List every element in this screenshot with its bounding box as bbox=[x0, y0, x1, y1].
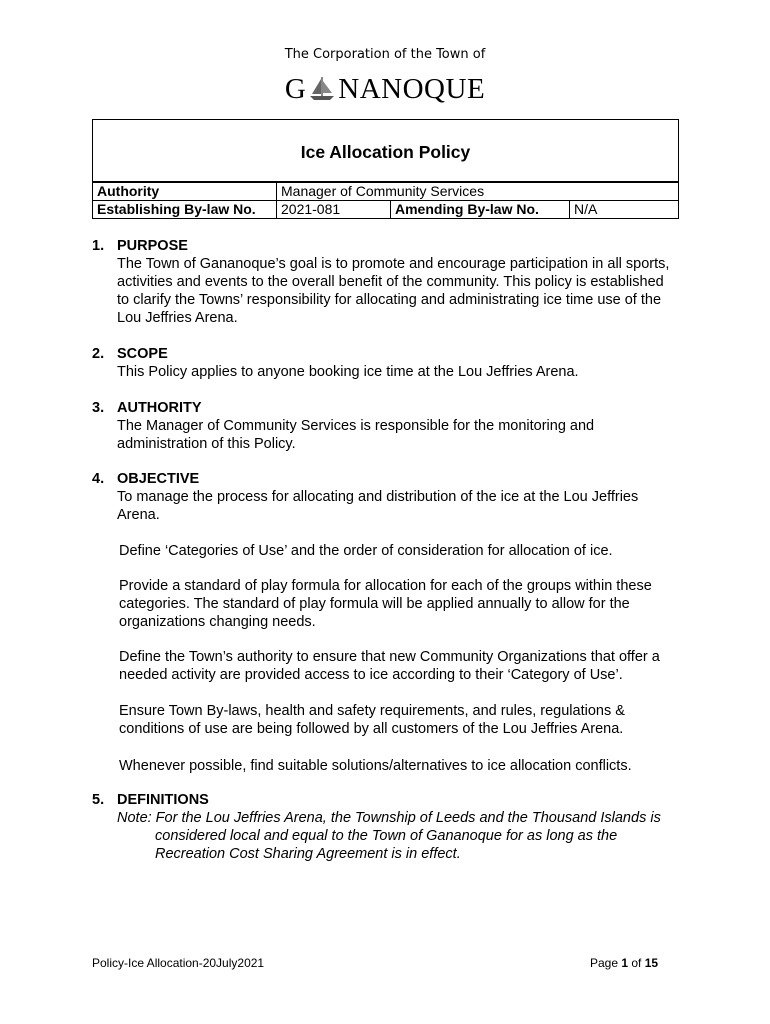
establishing-bylaw-label: Establishing By-law No. bbox=[93, 201, 277, 219]
objective-intro bbox=[117, 488, 697, 524]
text-line: administration of this Policy. bbox=[117, 436, 296, 452]
section-title: SCOPE bbox=[117, 346, 168, 362]
definitions-note bbox=[117, 809, 702, 863]
text-line: Lou Jeffries Arena. bbox=[117, 310, 238, 326]
text-line: Provide a standard of play formula for allocation for each of the groups within these bbox=[119, 578, 652, 594]
section-title: DEFINITIONS bbox=[117, 792, 209, 808]
page-current: 1 bbox=[621, 956, 629, 970]
text-line: to clarify the Towns’ responsibility for allocating and administrating ice time use of the bbox=[117, 292, 662, 308]
amending-bylaw-label: Amending By-law No. bbox=[391, 201, 570, 219]
amending-bylaw-value: N/A bbox=[570, 201, 679, 219]
section-title: AUTHORITY bbox=[117, 400, 202, 416]
policy-title: Ice Allocation Policy bbox=[300, 142, 471, 162]
text-line: Define ‘Categories of Use’ and the order of consideration for allocation of ice. bbox=[119, 543, 613, 559]
text-line: To manage the process for allocating and distribution of the ice at the Lou Jeffries bbox=[117, 489, 639, 505]
text-line: Ensure Town By-laws, health and safety requirements, and rules, regulations & bbox=[119, 703, 625, 719]
text-line: needed activity are provided access to ice according to their ‘Category of Use’. bbox=[119, 667, 623, 683]
footer-page-number bbox=[590, 956, 658, 970]
section-title: PURPOSE bbox=[117, 238, 188, 254]
policy-meta-table bbox=[92, 182, 679, 219]
objective-paragraph bbox=[119, 542, 699, 560]
logo-letter-g: G bbox=[284, 73, 307, 105]
text-line: The Town of Gananoque’s goal is to promote and encourage participation in all sports, bbox=[117, 256, 670, 272]
title-box bbox=[92, 119, 679, 182]
scope-text bbox=[117, 363, 697, 381]
text-line: Note: For the Lou Jeffries Arena, the Township of Leeds and the Thousand Islands is bbox=[117, 810, 661, 826]
section-title: OBJECTIVE bbox=[117, 471, 200, 487]
establishing-bylaw-value: 2021-081 bbox=[277, 201, 391, 219]
text-line: The Manager of Community Services is responsible for the monitoring and bbox=[117, 418, 595, 434]
authority-text bbox=[117, 417, 697, 453]
text-line: activities and events to the overall benefit of the community. This policy is established bbox=[117, 274, 664, 290]
text-line: Recreation Cost Sharing Agreement is in effect. bbox=[155, 846, 461, 862]
objective-paragraph bbox=[119, 702, 699, 738]
footer-document-id: Policy-Ice Allocation-20July2021 bbox=[92, 956, 265, 970]
text-line: conditions of use are being followed by all customers of the Lou Jeffries Arena. bbox=[119, 721, 624, 737]
page-of: of bbox=[628, 956, 645, 970]
section-number: 1. bbox=[92, 238, 105, 254]
text-line: categories. The standard of play formula will be applied annually to allow for the bbox=[119, 596, 630, 612]
text-line: organizations changing needs. bbox=[119, 614, 316, 630]
page-total: 15 bbox=[644, 956, 659, 970]
authority-value: Manager of Community Services bbox=[277, 183, 679, 201]
text-line: Arena. bbox=[117, 507, 160, 523]
section-number: 3. bbox=[92, 400, 105, 416]
section-number: 5. bbox=[92, 792, 105, 808]
text-line: Define the Town’s authority to ensure that new Community Organizations that offer a bbox=[119, 649, 660, 665]
text-line: This Policy applies to anyone booking ice time at the Lou Jeffries Arena. bbox=[117, 364, 579, 380]
town-logo bbox=[0, 74, 770, 104]
text-line: considered local and equal to the Town of Gananoque for as long as the bbox=[155, 828, 618, 844]
objective-paragraph bbox=[119, 757, 699, 775]
section-number: 4. bbox=[92, 471, 105, 487]
purpose-text bbox=[117, 255, 697, 327]
sailboat-icon bbox=[309, 75, 335, 103]
meta-row-bylaw bbox=[93, 201, 679, 219]
objective-paragraph bbox=[119, 648, 699, 684]
logo-wordmark: NANOQUE bbox=[338, 73, 486, 105]
objective-paragraph bbox=[119, 577, 699, 631]
meta-row-authority bbox=[93, 183, 679, 201]
corporation-header: The Corporation of the Town of bbox=[284, 47, 486, 62]
authority-label: Authority bbox=[93, 183, 277, 201]
section-number: 2. bbox=[92, 346, 105, 362]
text-line: Whenever possible, find suitable solutions/alternatives to ice allocation conflicts. bbox=[119, 758, 632, 774]
page-prefix: Page bbox=[590, 956, 622, 970]
